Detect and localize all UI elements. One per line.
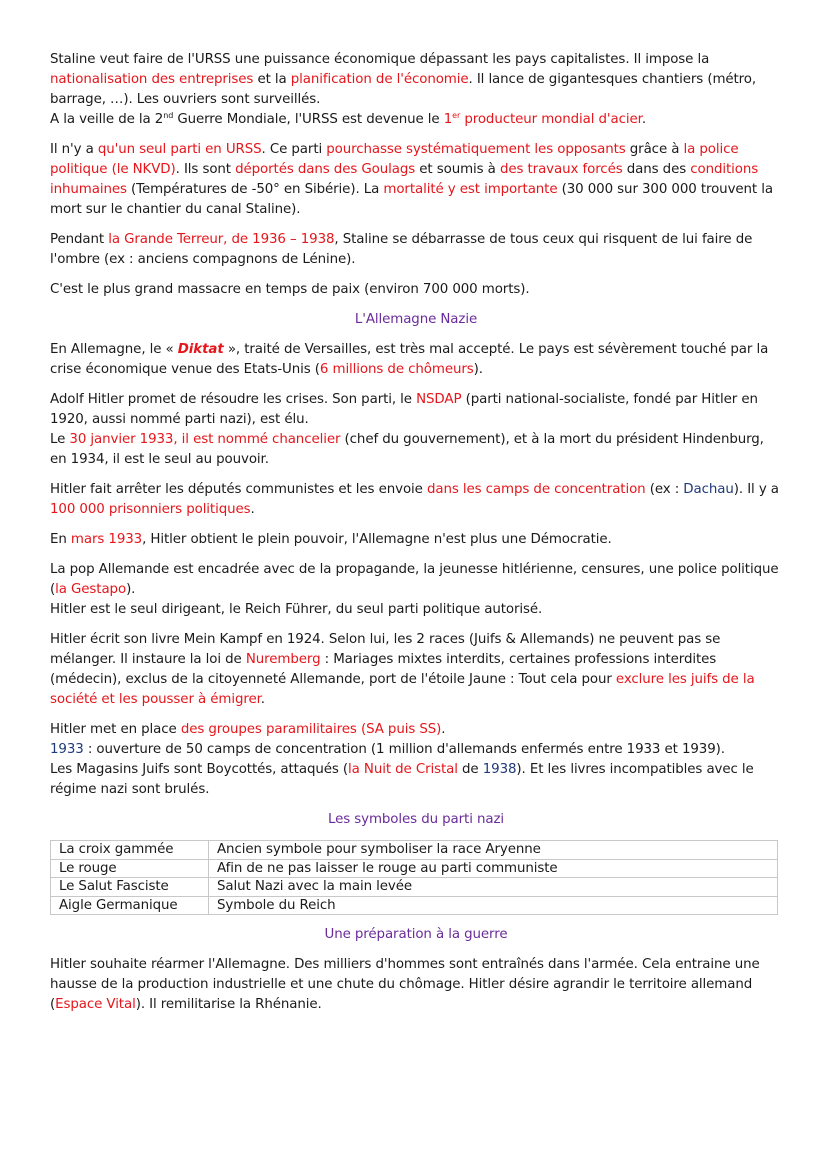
paragraph-nsdap: Adolf Hitler promet de résoudre les crises. Son parti, le NSDAP (parti national-socialiste, fondé par Hitler en 1920, aussi nommé parti nazi), est élu. [50, 392, 758, 427]
paragraph-propagande: La pop Allemande est encadrée avec de la propagande, la jeunesse hitlérienne, censures, une police politique (la Gestapo). [50, 562, 779, 597]
symbol-description: Ancien symbole pour symboliser la race Aryenne [209, 841, 778, 860]
highlight: Nuremberg [245, 652, 321, 667]
paragraph-diktat: En Allemagne, le « Diktat », traité de Versailles, est très mal accepté. Le pays est sévèrement touché par la crise économique venue des Etats-Unis (6 millions de chômeurs). [50, 342, 769, 377]
symbols-table [50, 840, 778, 915]
highlight: qu'un seul parti en URSS [97, 142, 262, 157]
paragraph-paramilitaires: Hitler met en place des groupes paramilitaires (SA puis SS). [50, 722, 446, 737]
symbol-description: Afin de ne pas laisser le rouge au parti communiste [209, 859, 778, 878]
date: 1933 [50, 742, 84, 757]
highlight: planification de l'économie [290, 72, 469, 87]
symbol-name: Le rouge [51, 859, 209, 878]
paragraph-urss-steel: A la veille de la 2nd Guerre Mondiale, l'URSS est devenue le 1er producteur mondial d'acier. [50, 111, 646, 127]
highlight: la police politique (le NKVD) [50, 142, 739, 177]
document-page [50, 50, 782, 1025]
table-row [51, 841, 778, 860]
highlight: la Grande Terreur, de 1936 – 1938 [108, 232, 335, 247]
highlight: Diktat [177, 342, 224, 357]
highlight: des travaux forcés [499, 162, 623, 177]
table-row [51, 878, 778, 897]
highlight: déportés dans des Goulags [235, 162, 416, 177]
date: 1938 [482, 762, 517, 777]
highlight: 30 janvier 1933 [69, 432, 174, 447]
highlight: producteur mondial d'acier [460, 112, 642, 127]
paragraph-mein-kampf: Hitler écrit son livre Mein Kampf en 1924. Selon lui, les 2 races (Juifs & Allemands) ne peuvent pas se mélanger. Il instaure la loi de Nuremberg : Mariages mixtes interdits, certaines professions interdites (médecin), exclus de la citoyenneté Allemande, port de l'étoile Jaune : Tout cela pour exclure les juifs de la société et les pousser à émigrer. [50, 632, 755, 707]
paragraph-rearmement: Hitler souhaite réarmer l'Allemagne. Des milliers d'hommes sont entraînés dans l'armée. Cela entraine une hausse de la production industrielle et une chute du chômage. Hitler désire agrandir le territoire allemand (Espace Vital). Il remilitarise la Rhénanie. [50, 957, 760, 1013]
paragraph-nuit-de-cristal: Les Magasins Juifs sont Boycottés, attaqués (la Nuit de Cristal de 1938). Et les livres incompatibles avec le régime nazi sont brulés. [50, 762, 754, 797]
paragraph-grande-terreur: Pendant la Grande Terreur, de 1936 – 1938, Staline se débarrasse de tous ceux qui risquent de lui faire de l'ombre (ex : anciens compagnons de Lénine). [50, 232, 753, 267]
paragraph-camps-1933: 1933 : ouverture de 50 camps de concentration (1 million d'allemands enfermés entre 1933 et 1939). [50, 742, 725, 757]
highlight: 1 [443, 112, 453, 127]
section-heading-preparation-guerre: Une préparation à la guerre [324, 927, 508, 943]
symbol-name: Aigle Germanique [51, 896, 209, 915]
section-heading-symboles: Les symboles du parti nazi [327, 812, 505, 827]
symbol-name: La croix gammée [51, 841, 209, 860]
highlight: nationalisation des entreprises [50, 72, 254, 87]
highlight: exclure les juifs de la société et les pousser à émigrer [50, 672, 755, 707]
highlight: la Gestapo [55, 582, 127, 597]
symbol-description: Salut Nazi avec la main levée [209, 878, 778, 897]
highlight: pourchasse systématiquement les opposants [326, 142, 626, 157]
highlight: , il est nommé chancelier [173, 432, 341, 447]
highlight: conditions inhumaines [50, 162, 759, 197]
highlight: dans les camps de concentration [426, 482, 646, 497]
place-name: Dachau [683, 482, 734, 497]
highlight: des groupes paramilitaires (SA puis SS) [180, 722, 442, 737]
paragraph-camps: Hitler fait arrêter les députés communistes et les envoie dans les camps de concentration (ex : Dachau). Il y a 100 000 prisonniers politiques. [50, 482, 779, 517]
table-row [51, 896, 778, 915]
highlight: Espace Vital [55, 997, 136, 1013]
paragraph-massacre: C'est le plus grand massacre en temps de paix (environ 700 000 morts). [50, 282, 530, 297]
highlight: NSDAP [416, 392, 462, 407]
highlight: mars 1933 [70, 532, 143, 547]
paragraph-chancelier: Le 30 janvier 1933, il est nommé chancelier (chef du gouvernement), et à la mort du président Hindenburg, en 1934, il est le seul au pouvoir. [50, 432, 764, 467]
highlight: 100 000 prisonniers politiques [50, 502, 251, 517]
highlight: mortalité y est importante [383, 182, 558, 197]
paragraph-urss-economy: Staline veut faire de l'URSS une puissance économique dépassant les pays capitalistes. Il impose la nationalisation des entreprises et la planification de l'économie. Il lance de gigantesques chantiers (métro, barrage, …). Les ouvriers sont surveillés. [50, 52, 757, 107]
section-heading-allemagne-nazie: L'Allemagne Nazie [354, 312, 478, 327]
paragraph-urss-repression: Il n'y a qu'un seul parti en URSS. Ce parti pourchasse systématiquement les opposants grâce à la police politique (le NKVD). Ils sont déportés dans des Goulags et soumis à des travaux forcés dans des conditions inhumaines (Températures de -50° en Sibérie). La mortalité y est importante (30 000 sur 300 000 trouvent la mort sur le chantier du canal Staline). [50, 142, 773, 217]
paragraph-reich-fuhrer: Hitler est le seul dirigeant, le Reich Führer, du seul parti politique autorisé. [50, 602, 543, 617]
symbol-description: Symbole du Reich [209, 896, 778, 915]
highlight: la Nuit de Cristal [348, 762, 458, 777]
highlight: 6 millions de chômeurs [319, 362, 474, 377]
symbol-name: Le Salut Fasciste [51, 878, 209, 897]
table-row [51, 859, 778, 878]
paragraph-plein-pouvoir: En mars 1933, Hitler obtient le plein pouvoir, l'Allemagne n'est plus une Démocratie. [50, 532, 612, 547]
